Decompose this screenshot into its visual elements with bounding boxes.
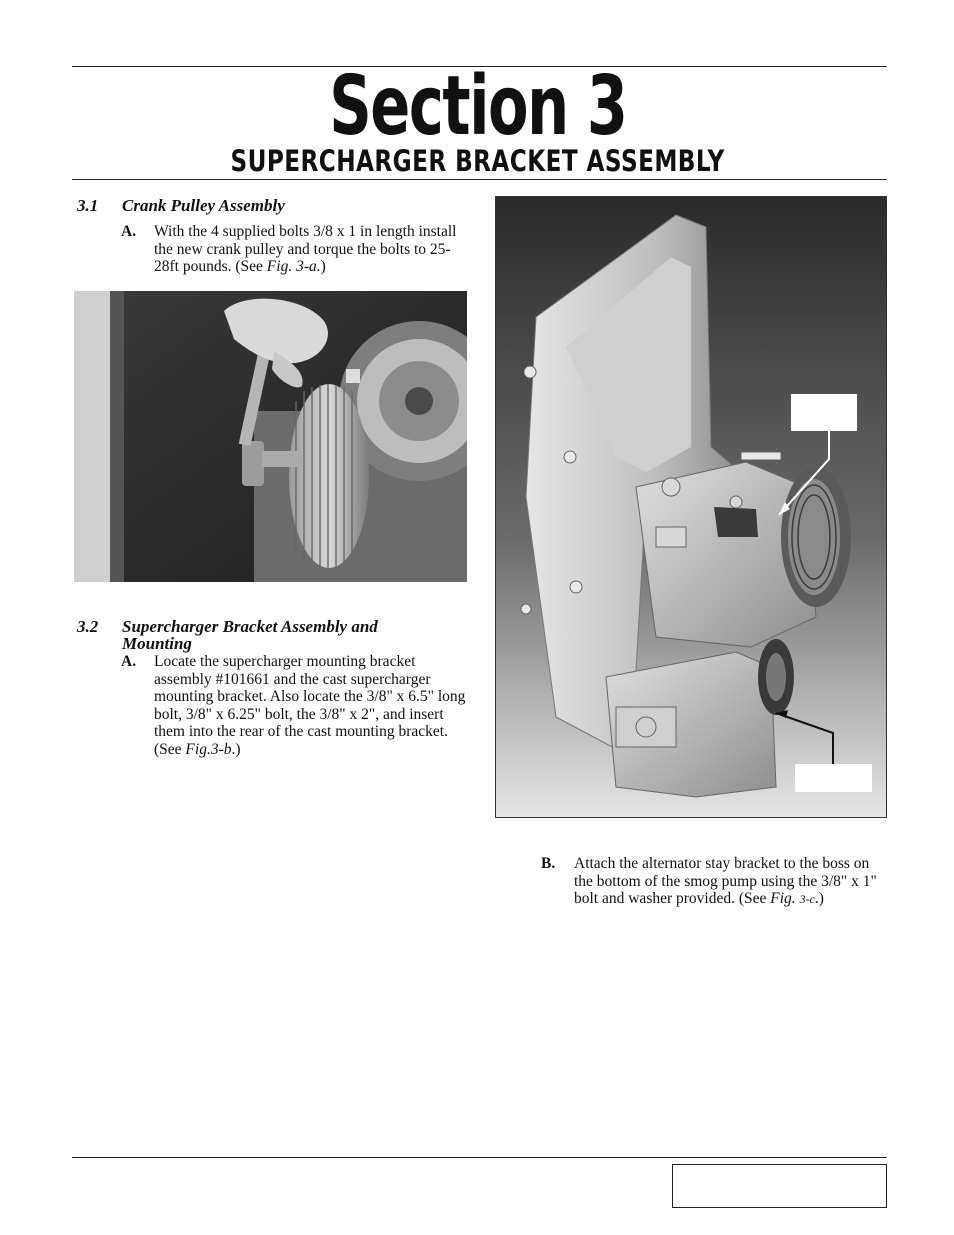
bracket-assembly-image — [496, 197, 886, 817]
callout-label-bottom — [795, 764, 872, 792]
step-text-part: With the 4 supplied bolts 3/8 x 1 in length install the new crank pulley and torque the bolts to 25-28ft pounds. (See — [154, 223, 457, 275]
step-3-2-a — [121, 653, 471, 763]
figure-reference: Fig. — [770, 890, 800, 907]
step-text — [574, 855, 886, 909]
heading-text: Crank Pulley Assembly — [122, 196, 285, 215]
heading-3-2 — [77, 618, 477, 656]
crank-pulley-photo — [74, 291, 467, 582]
step-text-part: .) — [814, 890, 824, 907]
step-label: A. — [121, 653, 137, 670]
step-text-part: .) — [231, 740, 241, 758]
header-rule — [72, 179, 887, 180]
footer-box — [672, 1164, 887, 1208]
step-label: A. — [121, 223, 137, 240]
step-text-part: Locate the supercharger mounting bracket assembly #101661 and the cast supercharger mounting bracket. Also locate the 3/8" x 6.5" long bolt, 3/8" x 6.25" bolt, the 3/8" x 2", and insert them into the rear of the cast mounting bracket. (See — [154, 653, 466, 758]
step-text-part: Attach the alternator stay bracket to the boss on the bottom of the smog pump using the 3/8" x 1" bolt and washer provided. (See — [574, 855, 877, 907]
heading-number: 3.1 — [77, 196, 99, 215]
figure-reference: Fig.3-b — [185, 740, 232, 758]
crank-pulley-image — [74, 291, 467, 582]
heading-number: 3.2 — [77, 617, 99, 636]
footer-rule — [72, 1157, 887, 1158]
step-3-2-b — [541, 855, 886, 935]
bracket-assembly-figure — [495, 196, 887, 818]
step-label: B. — [541, 855, 556, 872]
heading-text: Supercharger Bracket Assembly and Mounting — [122, 617, 378, 653]
step-text-part: ) — [320, 258, 326, 275]
figure-reference: Fig. 3-a. — [266, 258, 321, 275]
step-text — [154, 653, 466, 758]
heading-3-1 — [77, 197, 477, 217]
figure-reference-number: 3-c — [799, 892, 815, 906]
section-title: Section 3 — [329, 59, 627, 154]
callout-label-top — [791, 394, 857, 431]
step-3-1-a — [121, 223, 466, 283]
step-text — [154, 223, 464, 276]
section-subtitle: SUPERCHARGER BRACKET ASSEMBLY — [230, 144, 725, 178]
